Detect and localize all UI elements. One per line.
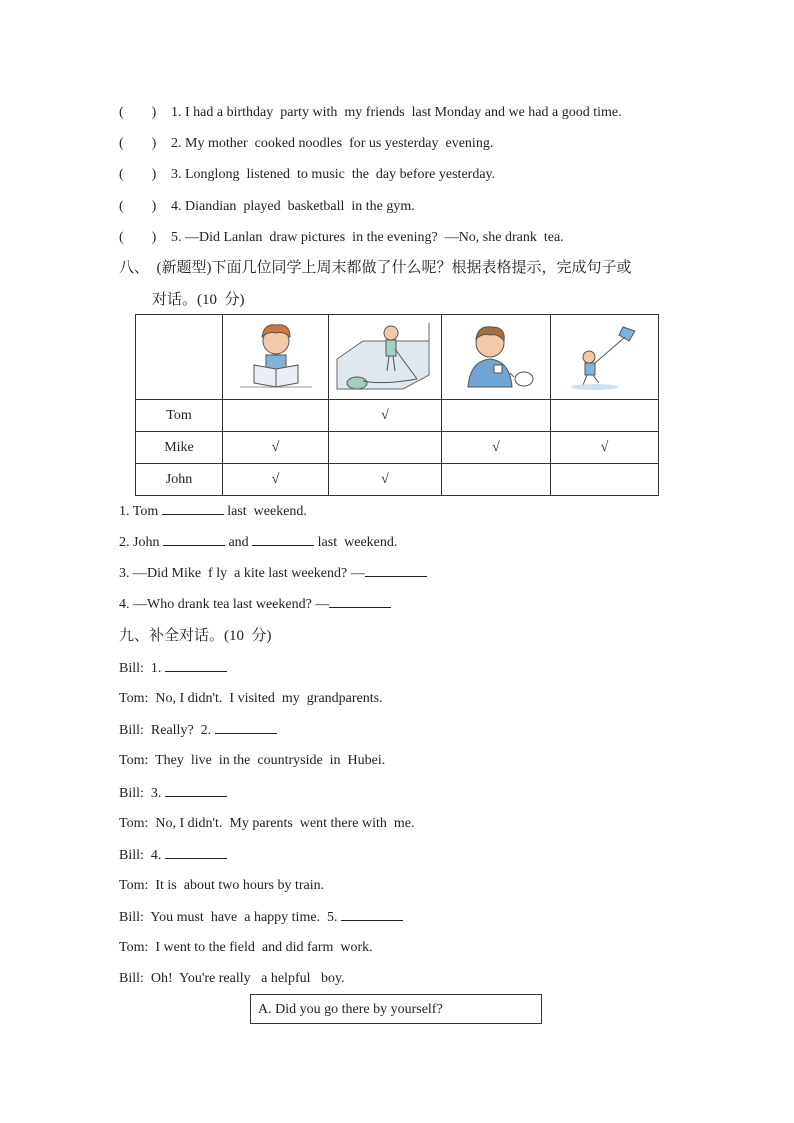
question-text: last weekend. xyxy=(223,504,307,519)
section8-heading: 八、 (新题型)下面几位同学上周末都做了什么呢？根据表格提示，完成句子或 xyxy=(119,260,632,276)
dialogue-line xyxy=(119,846,227,865)
answer-paren: ( ) xyxy=(119,136,157,151)
table-row-name: Tom xyxy=(136,400,223,432)
table-cell: √ xyxy=(442,432,551,464)
answer-paren: ( ) xyxy=(119,199,157,214)
table-cell: √ xyxy=(223,464,329,496)
list-item xyxy=(119,135,493,153)
answer-blank[interactable] xyxy=(329,595,391,608)
dialogue-line xyxy=(119,752,385,770)
answer-blank[interactable] xyxy=(163,533,225,546)
dialogue-line xyxy=(119,908,403,927)
list-item xyxy=(119,104,622,122)
question-2 xyxy=(119,533,397,552)
question-1 xyxy=(119,502,307,521)
dialogue-line xyxy=(119,690,383,708)
question-text: 2. John xyxy=(119,535,163,550)
table-cell: √ xyxy=(329,400,442,432)
answer-paren: ( ) xyxy=(119,105,157,120)
picture-cell xyxy=(442,315,551,400)
list-item xyxy=(119,198,415,216)
dialogue-text: Tom: They live in the countryside in Hubei. xyxy=(119,753,386,768)
list-item xyxy=(119,229,564,247)
dialogue-line xyxy=(119,877,324,895)
dialogue-line xyxy=(119,721,277,740)
item-text: 4. Diandian played basketball in the gym. xyxy=(171,199,415,214)
question-text: 3. —Did Mike f ly a kite last weekend? — xyxy=(119,566,365,581)
dialogue-line xyxy=(119,784,227,803)
table-row-name: John xyxy=(136,464,223,496)
answer-paren: ( ) xyxy=(119,230,157,245)
table-cell xyxy=(551,400,659,432)
picture-cell xyxy=(329,315,442,400)
answer-blank[interactable] xyxy=(365,564,427,577)
option-box xyxy=(250,994,542,1024)
picture-cell xyxy=(223,315,329,400)
corner-cell xyxy=(136,315,223,400)
answer-blank[interactable] xyxy=(165,659,227,672)
answer-blank[interactable] xyxy=(165,784,227,797)
question-4 xyxy=(119,595,391,614)
question-text: last weekend. xyxy=(314,535,398,550)
table-cell: √ xyxy=(223,432,329,464)
table-cell xyxy=(223,400,329,432)
table-cell xyxy=(442,464,551,496)
answer-blank[interactable] xyxy=(165,846,227,859)
dialogue-line xyxy=(119,659,227,678)
dialogue-text: Bill: Oh! You're really a helpful boy. xyxy=(119,971,345,986)
dialogue-line xyxy=(119,970,345,988)
item-text: 1. I had a birthday party with my friends last Monday and we had a good time. xyxy=(171,105,622,120)
question-text: and xyxy=(224,535,253,550)
item-text: 5. —Did Lanlan draw pictures in the evening? —No, she drank tea. xyxy=(171,230,564,245)
flying-kite-icon xyxy=(565,321,645,393)
dialogue-text: Bill: 4. xyxy=(119,848,165,863)
reading-book-icon xyxy=(236,321,316,393)
answer-blank[interactable] xyxy=(162,502,224,515)
answer-blank[interactable] xyxy=(341,908,403,921)
picture-cell xyxy=(551,315,659,400)
dialogue-line xyxy=(119,939,373,957)
dialogue-text: Bill: 3. xyxy=(119,786,165,801)
dialogue-text: Bill: You must have a happy time. 5. xyxy=(119,910,342,925)
drinking-tea-icon xyxy=(454,321,538,393)
table-cell xyxy=(329,432,442,464)
section9-heading: 九、补全对话。(10 分) xyxy=(119,628,272,644)
question-3 xyxy=(119,564,427,583)
dialogue-text: Bill: Really? 2. xyxy=(119,723,215,738)
section8-heading-cont: 对话。(10 分) xyxy=(152,292,245,308)
table-cell xyxy=(551,464,659,496)
answer-paren: ( ) xyxy=(119,167,157,182)
table-cell: √ xyxy=(329,464,442,496)
dialogue-text: Tom: No, I didn't. I visited my grandparents. xyxy=(119,691,383,706)
item-text: 3. Longlong listened to music the day before yesterday. xyxy=(171,167,496,182)
dialogue-text: Tom: I went to the field and did farm work. xyxy=(119,940,373,955)
item-text: 2. My mother cooked noodles for us yesterday evening. xyxy=(171,136,494,151)
question-text: 1. Tom xyxy=(119,504,162,519)
table-cell: √ xyxy=(551,432,659,464)
question-text: 4. —Who drank tea last weekend? — xyxy=(119,597,330,612)
answer-blank[interactable] xyxy=(252,533,314,546)
dialogue-text: Bill: 1. xyxy=(119,661,165,676)
option-a: A. Did you go there by yourself? xyxy=(258,1002,443,1017)
table-cell xyxy=(442,400,551,432)
answer-blank[interactable] xyxy=(215,721,277,734)
cleaning-room-icon xyxy=(333,319,437,395)
dialogue-text: Tom: It is about two hours by train. xyxy=(119,878,325,893)
list-item xyxy=(119,166,495,184)
dialogue-text: Tom: No, I didn't. My parents went there with me. xyxy=(119,816,415,831)
table-row-name: Mike xyxy=(136,432,223,464)
dialogue-line xyxy=(119,815,415,833)
activity-table xyxy=(135,314,659,496)
